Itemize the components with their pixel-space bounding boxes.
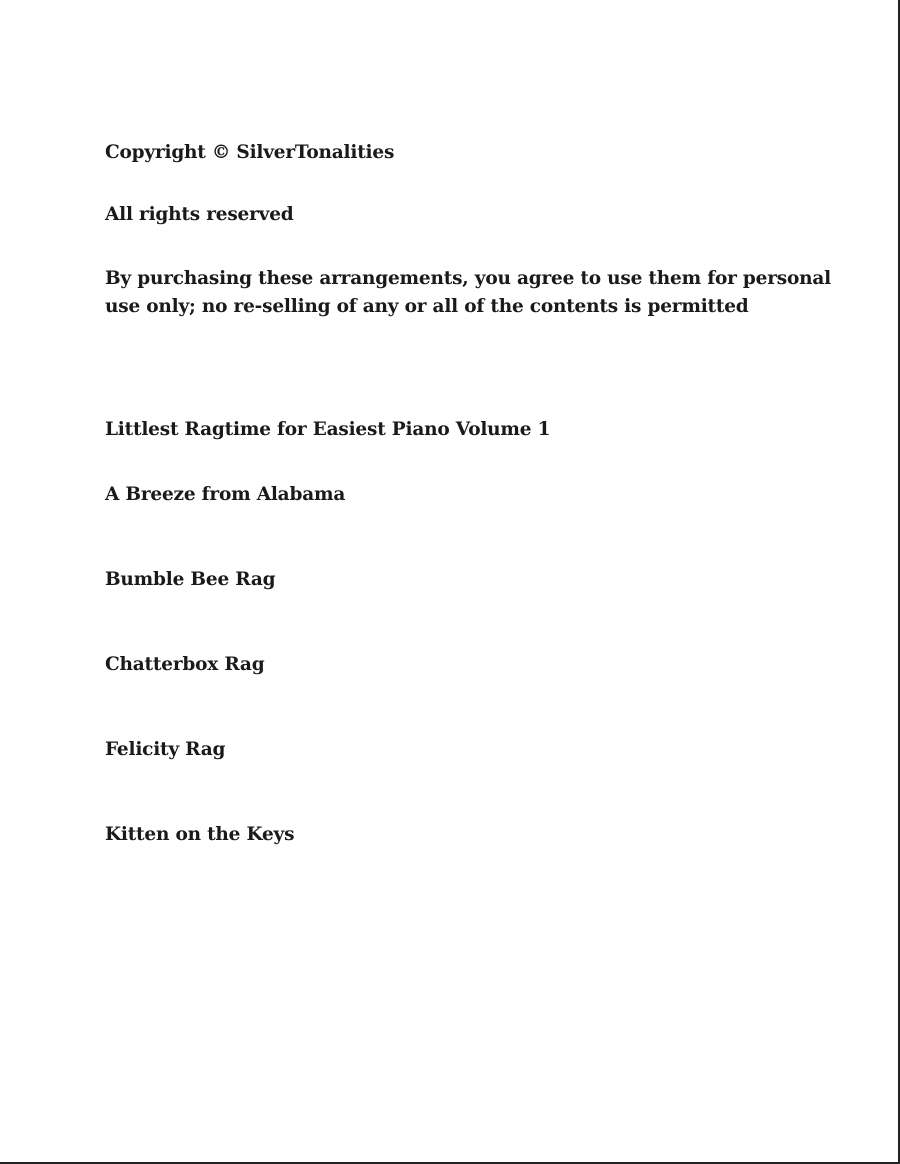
piece-title: Bumble Bee Rag [105, 569, 276, 590]
piece-title: Chatterbox Rag [105, 654, 265, 675]
rights-reserved: All rights reserved [105, 204, 294, 225]
copyright-notice: Copyright © SilverTonalities [105, 142, 395, 163]
piece-title: Kitten on the Keys [105, 824, 295, 845]
piece-title: Felicity Rag [105, 739, 226, 760]
piece-title: A Breeze from Alabama [105, 484, 346, 505]
terms-line-1: By purchasing these arrangements, you agree to use them for personal [105, 268, 831, 289]
book-title: Littlest Ragtime for Easiest Piano Volume 1 [105, 419, 551, 440]
terms-line-2: use only; no re-selling of any or all of the contents is permitted [105, 296, 749, 317]
